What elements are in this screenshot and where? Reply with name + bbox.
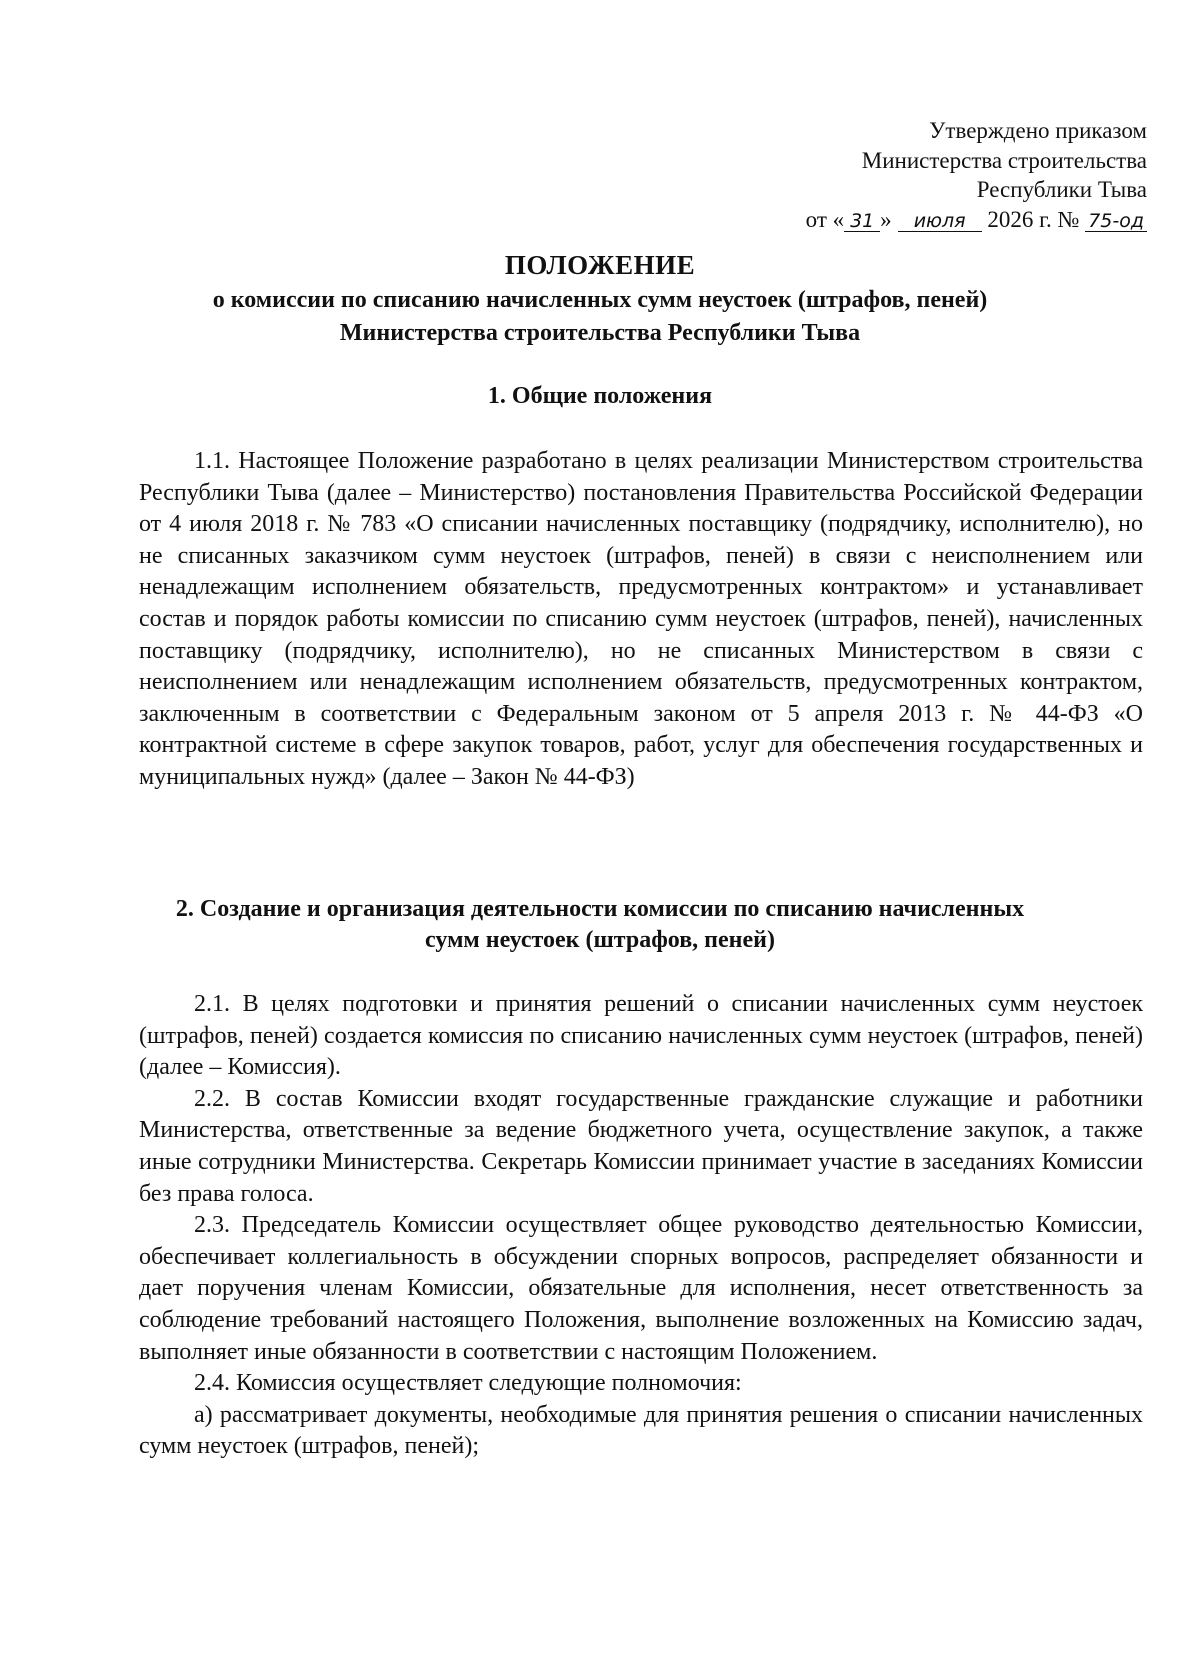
approval-stamp xyxy=(806,116,1147,234)
date-prefix: от « xyxy=(805,206,845,232)
paragraph-1-1: 1.1. Настоящее Положение разработано в целях реализации Министерством строительства Республики Тыва (далее – Министерство) постановления Правительства Российской Федерации от 4 июля 2018 г. № 783 «О списании начисленных поставщику (подрядчику, исполнителю), но не списанных заказчиком сумм неустоек (штрафов, пеней) в связи с неисполнением или ненадлежащим исполнением обязательств, предусмотренных контрактом» и устанавливает состав и порядок работы комиссии по списанию сумм неустоек (штрафов, пеней), начисленных поставщику (подрядчику, исполнителю), но не списанных Министерством в связи с неисполнением или ненадлежащим исполнением обязательств, предусмотренных контрактом, заключенным в соответствии с Федеральным законом от 5 апреля 2013 г. № 44-ФЗ «О контрактной системе в сфере закупок товаров, работ, услуг для обеспечения государственных и муниципальных нужд» (далее – Закон № 44-ФЗ) xyxy=(139,448,1143,790)
handwritten-day: 31 xyxy=(844,211,880,232)
paragraph-2-4-a: а) рассматривает документы, необходимые для принятия решения о списании начисленных сумм неустоек (штрафов, пеней); xyxy=(139,1401,1143,1460)
paragraph-2-2: 2.2. В состав Комиссии входят государственные гражданские служащие и работники Министерства, ответственные за ведение бюджетного учета, осуществление закупок, а также иные сотрудники Министерства. Секретарь Комиссии принимает участие в заседаниях Комиссии без права голоса. xyxy=(139,1085,1143,1207)
handwritten-month: июля xyxy=(898,211,982,232)
section-2-heading xyxy=(0,894,1200,956)
paragraph-2-1: 2.1. В целях подготовки и принятия решений о списании начисленных сумм неустоек (штрафов, пеней) создается комиссия по списанию начисленных сумм неустоек (штрафов, пеней) (далее – Комиссия). xyxy=(139,991,1143,1081)
date-year: 2026 г. № xyxy=(987,206,1080,232)
approval-line-3: Республики Тыва xyxy=(976,177,1147,202)
section-1-body xyxy=(139,446,1143,794)
approval-line-1: Утверждено приказом xyxy=(929,118,1147,143)
approval-date-line xyxy=(806,205,1147,235)
paragraph-2-3: 2.3. Председатель Комиссии осуществляет общее руководство деятельностью Комиссии, обеспечивает коллегиальность в обсуждении спорных вопросов, распределяет обязанности и дает поручения членам Комиссии, обязательные для исполнения, несет ответственность за соблюдение требований настоящего Положения, выполнение возложенных на Комиссию задач, выполняет иные обязанности в соответствии с настоящим Положением. xyxy=(139,1212,1143,1365)
document-title: ПОЛОЖЕНИЕ xyxy=(504,250,696,280)
approval-line-2: Министерства строительства xyxy=(861,147,1147,173)
date-mid: » xyxy=(880,206,892,232)
document-subtitle-1: о комиссии по списанию начисленных сумм неустоек (штрафов, пеней) xyxy=(212,287,988,313)
paragraph-2-4: 2.4. Комиссия осуществляет следующие полномочия: xyxy=(194,1370,742,1397)
document-subtitle-2: Министерства строительства Республики Тыва xyxy=(339,320,861,346)
section-2-heading-line-1: 2. Создание и организация деятельности комиссии по списанию начисленных xyxy=(175,896,1025,922)
handwritten-order-number: 75-од xyxy=(1085,211,1147,232)
section-2-heading-line-2: сумм неустоек (штрафов, пеней) xyxy=(425,927,775,953)
section-1-heading: 1. Общие положения xyxy=(487,383,713,409)
section-2-body xyxy=(139,989,1143,1463)
